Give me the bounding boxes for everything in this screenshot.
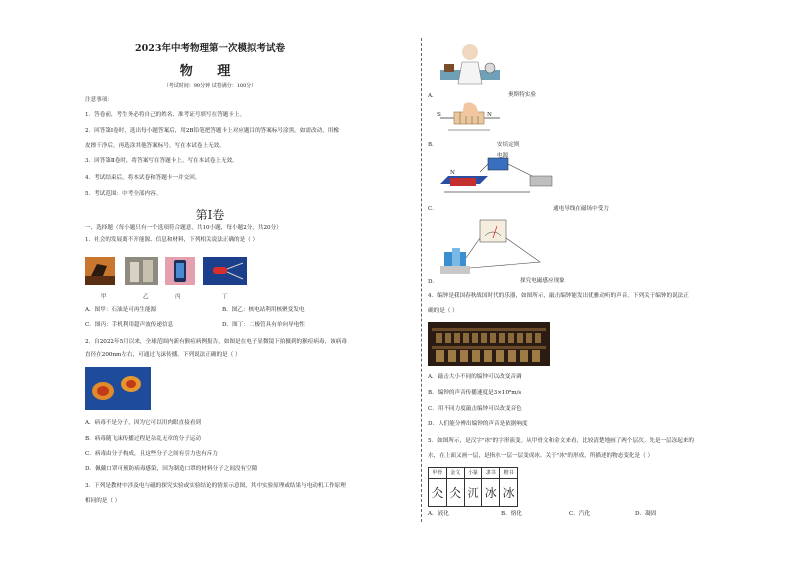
q1-img-label: 甲 <box>101 294 107 300</box>
q1-option: C．图丙：手机利用超声波传递信息 <box>85 322 174 328</box>
power-label: 电源 <box>497 153 509 159</box>
q3-option-letter: C． <box>428 206 438 212</box>
q3-option-letter: D． <box>428 279 439 285</box>
pole-label-n: N <box>487 112 492 118</box>
q3-option-letter: B． <box>428 142 438 148</box>
note-item: 5．考试范围：中考全部内容。 <box>85 191 162 197</box>
script-header: 甲骨 <box>429 468 447 478</box>
subject-title: 物 理 <box>179 64 241 79</box>
script-header: 金文 <box>447 468 465 478</box>
column-divider <box>421 38 422 522</box>
q2-stem: 2．自2022年5月以来，全球范围内新有猴痘病例报告。如图是在电子显微镜下拍摄到的猴痘病毒，该病毒 <box>85 339 347 345</box>
exam-info: （考试时间：90分钟 试卷满分：100分） <box>163 83 257 89</box>
q3-option-caption: 安培定则 <box>497 142 520 148</box>
q2-stem: 直径在200nm左右，可通过飞沫传播。下列说法正确的是（ ） <box>85 352 241 358</box>
motor-principle-image <box>440 152 560 204</box>
note-item: 2．回答第Ⅰ卷时，选出每小题答案后，用2B铅笔把答题卡上对应题目的答案标号涂黑。如需改动，用橡 <box>85 128 339 134</box>
script-char: 冰 <box>482 479 500 507</box>
script-header: 小篆 <box>465 468 483 478</box>
pole-label-s: S <box>437 112 441 118</box>
q4-option: D．人们能分辨出编钟的声音是依据响度 <box>428 421 528 427</box>
q4-stem: 4．编钟是我国春秋战国时代的乐器，如图所示，敲击编钟能发出优雅动听的声音。下列关于编钟的说法正 <box>428 293 689 299</box>
q4-stem: 确的是（ ） <box>428 308 458 314</box>
q2-option: D．佩戴口罩可预防病毒感染，因为制造口罩的材料分子之间没有空隙 <box>85 466 258 472</box>
q1-img-label: 丁 <box>222 294 228 300</box>
notes-heading: 注意事项： <box>85 97 113 103</box>
section-intro: 一、选择题（每小题只有一个选项符合题意，共10小题，每小题2分，共20分） <box>85 225 282 231</box>
virus-image <box>85 367 151 410</box>
q5-stem: 5．如图所示，是汉字"冰"的字形演变。从甲骨文和金文来看，比较清楚地画了两个层次。先是一层冻起来的 <box>428 438 695 444</box>
pole-label-n2: N <box>450 170 455 176</box>
q2-option: B．病毒随飞沫传播过程是杂乱无章的分子运动 <box>85 436 201 442</box>
script-char: 仌 <box>447 479 465 507</box>
exam-title: 2023年中考物理第一次模拟考试卷 <box>135 43 285 54</box>
q5-option: A．液化 <box>428 511 449 517</box>
q4-option: A．敲击大小不同的编钟可以改变音调 <box>428 374 522 380</box>
q3-option-caption: 通电导线在磁场中受力 <box>553 206 609 212</box>
q3-stem: 相同的是（ ） <box>85 498 121 504</box>
q3-option-caption: 奥斯特实验 <box>508 92 536 98</box>
note-item: 4．考试结束后，将本试卷和答题卡一并交回。 <box>85 175 201 181</box>
q1-stem: 1．社会的发展离不开能源、信息和材料，下列相关说法正确的是（ ） <box>85 237 259 243</box>
note-item: 皮擦干净后，再选涂其他答案标号。写在本试卷上无效。 <box>85 143 225 149</box>
q1-images <box>85 254 250 288</box>
nuclear-plant-image <box>125 257 158 285</box>
em-induction-image <box>440 218 550 278</box>
q1-img-label: 乙 <box>143 294 149 300</box>
script-char: 冰 <box>502 486 515 500</box>
q5-option: C．汽化 <box>569 511 591 517</box>
q1-option: D．图丁：二极管具有单向导电性 <box>222 322 305 328</box>
q1-option: A．图甲：石油是可再生能源 <box>85 307 157 313</box>
q5-stem: 水，在上面又画一层，是指水一层一层变成冰。关于"冰"的形成，所描述的物态变化是（ ） <box>428 453 654 459</box>
ampere-rule-image <box>440 102 510 134</box>
q3-option-letter: A． <box>428 93 438 99</box>
note-item: 3．回答第Ⅱ卷时，将答案写在答题卡上。写在本试卷上无效。 <box>85 158 238 164</box>
q3-option-caption: 探究电磁感应现象 <box>520 278 565 284</box>
q2-option: A．病毒不是分子，因为它可以用肉眼直接看到 <box>85 420 201 426</box>
section-title: 第Ⅰ卷 <box>195 208 225 222</box>
script-evolution-table <box>428 467 518 507</box>
q2-option: C．病毒由分子构成，且这些分子之间有引力也有斥力 <box>85 451 218 457</box>
chime-bells-image <box>428 322 550 366</box>
note-item: 1．答卷前，考生务必将自己的姓名、准考证号填写在答题卡上。 <box>85 112 246 118</box>
q4-option: B．编钟的声音传播速度是3×10⁸m/s <box>428 390 522 396</box>
oersted-image <box>440 40 500 88</box>
script-char: 仌 <box>429 479 447 507</box>
q5-option: B．熔化 <box>501 511 522 517</box>
script-header: 隶书 <box>482 468 500 478</box>
q1-img-label: 丙 <box>175 294 181 300</box>
q3-stem: 3．下列是教材中涉及电与磁的探究实验或实验结论的情景示意图，其中实验原理或结果与电动机工作原理 <box>85 483 346 489</box>
q5-option: D．凝固 <box>635 511 657 517</box>
q1-option: B．图乙：核电站利用核聚变发电 <box>222 307 305 313</box>
script-char: 𣲍 <box>465 479 483 507</box>
q4-option: C．用不同力度敲击编钟可以改变音色 <box>428 406 522 412</box>
script-header: 楷书 <box>503 470 514 476</box>
